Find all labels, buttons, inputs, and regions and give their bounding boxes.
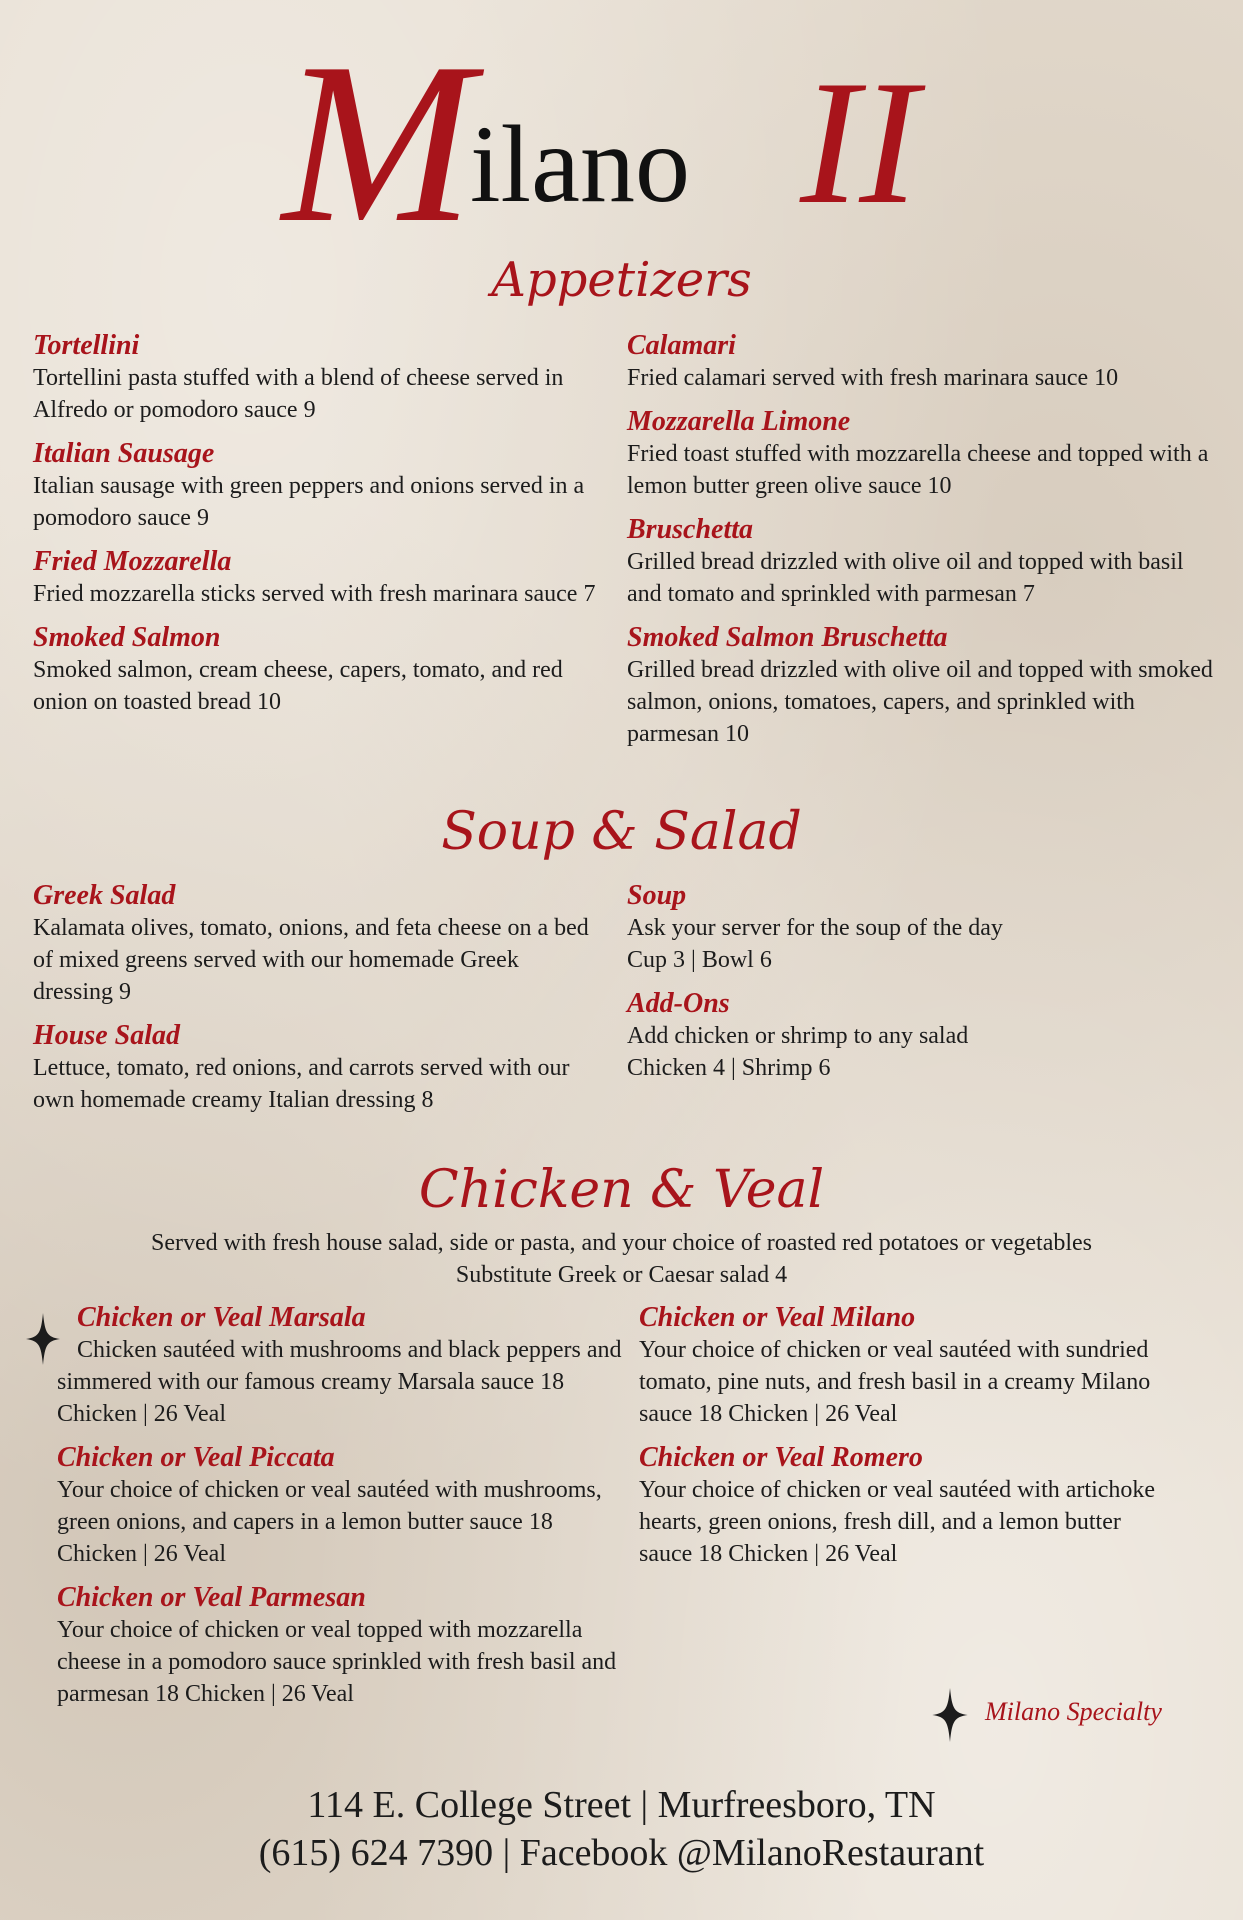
item-name: Bruschetta: [627, 514, 754, 545]
item-name: Soup: [627, 880, 687, 911]
star-icon: [26, 1313, 60, 1365]
menu-item: [33, 1020, 598, 1116]
item-description: Fried mozzarella sticks served with fresh marinara sauce 7: [33, 581, 596, 607]
chicken-veal-substitute-note: Substitute Greek or Caesar salad 4: [455, 1262, 788, 1288]
item-name: Chicken or Veal Marsala: [77, 1302, 366, 1333]
menu-item: [33, 622, 598, 718]
item-description: Fried toast stuffed with mozzarella cheese and topped with a lemon butter green olive sauce 10: [627, 441, 1209, 499]
menu-item: [639, 1442, 1179, 1570]
item-name: Chicken or Veal Parmesan: [57, 1582, 366, 1613]
item-description: Your choice of chicken or veal sautéed with sundried tomato, pine nuts, and fresh basil in a creamy Milano sauce 18 Chicken | 26 Veal: [639, 1337, 1151, 1427]
item-description: Grilled bread drizzled with olive oil and topped with smoked salmon, onions, tomatoes, capers, and sprinkled with parmesan 10: [627, 657, 1213, 747]
menu-item: [57, 1582, 627, 1710]
menu-item: [57, 1302, 627, 1430]
appetizers-right-column: [627, 330, 1217, 762]
item-description: Smoked salmon, cream cheese, capers, tomato, and red onion on toasted bread 10: [33, 657, 563, 715]
menu-item: [57, 1442, 627, 1570]
menu-item: [627, 622, 1217, 750]
soup-salad-right-column: [627, 880, 1217, 1096]
item-name: Italian Sausage: [33, 438, 215, 469]
item-name: Greek Salad: [33, 880, 176, 911]
item-name: Calamari: [627, 330, 736, 361]
logo-letter-m: M: [282, 15, 474, 270]
menu-item: [627, 988, 1217, 1084]
chicken-veal-title: Chicken & Veal: [418, 1160, 825, 1220]
chicken-veal-left-column: [57, 1302, 627, 1722]
star-icon: [932, 1688, 968, 1742]
menu-item: [627, 330, 1217, 394]
item-name: Chicken or Veal Milano: [639, 1302, 916, 1333]
menu-item: [33, 546, 598, 610]
footer-contact: (615) 624 7390 | Facebook @MilanoRestaurant: [258, 1832, 985, 1874]
item-description: Chicken sautéed with mushrooms and black peppers and simmered with our famous creamy Marsala sauce 18 Chicken | 26 Veal: [57, 1337, 622, 1427]
item-description: Lettuce, tomato, red onions, and carrots served with our own homemade creamy Italian dressing 8: [33, 1055, 570, 1113]
chicken-veal-subtitle: Served with fresh house salad, side or pasta, and your choice of roasted red potatoes or vegetables: [150, 1230, 1093, 1256]
restaurant-logo: [0, 15, 1243, 270]
item-description: Your choice of chicken or veal topped with mozzarella cheese in a pomodoro sauce sprinkled with fresh basil and parmesan 18 Chicken | 26 Veal: [57, 1617, 617, 1707]
menu-item: [33, 330, 598, 426]
item-description: Tortellini pasta stuffed with a blend of cheese served in Alfredo or pomodoro sauce 9: [33, 365, 564, 423]
item-description: Italian sausage with green peppers and onions served in a pomodoro sauce 9: [33, 473, 585, 531]
logo-numeral: II: [800, 43, 919, 241]
menu-item: [33, 880, 598, 1008]
logo-text: ilano: [470, 103, 690, 225]
specialty-legend-label: Milano Specialty: [985, 1697, 1162, 1726]
appetizers-left-column: [33, 330, 598, 730]
item-name: Fried Mozzarella: [33, 546, 232, 577]
chicken-veal-right-column: [639, 1302, 1179, 1582]
menu-item: [639, 1302, 1179, 1430]
item-description: Ask your server for the soup of the day: [627, 915, 1003, 941]
item-description: Add chicken or shrimp to any salad: [627, 1023, 969, 1049]
menu-item: [627, 514, 1217, 610]
menu-item: [627, 880, 1217, 976]
item-name: House Salad: [33, 1020, 181, 1051]
soup-salad-left-column: [33, 880, 598, 1128]
soup-salad-title: Soup & Salad: [441, 802, 802, 862]
item-name: Chicken or Veal Piccata: [57, 1442, 335, 1473]
item-description: Grilled bread drizzled with olive oil and topped with basil and tomato and sprinkled with parmesan 7: [627, 549, 1184, 607]
item-price: Chicken 4 | Shrimp 6: [627, 1055, 831, 1081]
item-description: Your choice of chicken or veal sautéed with mushrooms, green onions, and capers in a lemon butter sauce 18 Chicken | 26 Veal: [57, 1477, 602, 1567]
item-name: Chicken or Veal Romero: [639, 1442, 923, 1473]
item-description: Kalamata olives, tomato, onions, and feta cheese on a bed of mixed greens served with our homemade Greek dressing 9: [33, 915, 589, 1005]
menu-item: [33, 438, 598, 534]
item-name: Smoked Salmon Bruschetta: [627, 622, 948, 653]
footer-address: 114 E. College Street | Murfreesboro, TN: [307, 1784, 936, 1826]
item-name: Tortellini: [33, 330, 140, 361]
item-description: Your choice of chicken or veal sautéed with artichoke hearts, green onions, fresh dill, and a lemon butter sauce 18 Chicken | 26 Veal: [639, 1477, 1156, 1567]
item-name: Add-Ons: [627, 988, 730, 1019]
menu-item: [627, 406, 1217, 502]
item-description: Fried calamari served with fresh marinara sauce 10: [627, 365, 1119, 391]
appetizers-title: Appetizers: [491, 252, 752, 308]
item-price: Cup 3 | Bowl 6: [627, 947, 772, 973]
item-name: Mozzarella Limone: [627, 406, 851, 437]
item-name: Smoked Salmon: [33, 622, 221, 653]
